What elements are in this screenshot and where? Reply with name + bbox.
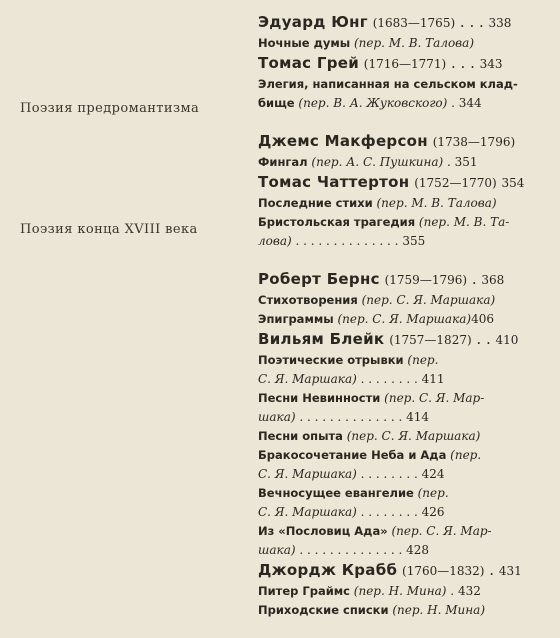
- section-label-late-18th-century: Поэзия конца XVIII века: [20, 222, 198, 237]
- leader-dots: . . . . . . . .: [356, 505, 422, 519]
- toc-work-entry: [258, 370, 538, 389]
- toc-work-entry: [258, 408, 538, 427]
- page-number: 414: [406, 410, 430, 424]
- toc-work-entry: [258, 194, 538, 213]
- work-title: Стихотворения: [258, 293, 358, 307]
- work-title: Поэтические отрывки: [258, 353, 404, 367]
- toc-work-entry: [258, 310, 538, 329]
- work-title: Фингал: [258, 155, 308, 169]
- toc-work-entry: [258, 541, 538, 560]
- work-title: бище: [258, 96, 295, 110]
- toc-group: [258, 12, 538, 113]
- leader-dots: . .: [471, 330, 496, 348]
- translator: (пер.: [403, 353, 439, 367]
- work-title: Из «Пословиц Ада»: [258, 524, 388, 538]
- toc-author-entry: [258, 172, 538, 194]
- leader-dots: .: [467, 270, 482, 288]
- page-number: 426: [421, 505, 445, 519]
- toc-author-entry: [258, 269, 538, 291]
- translator: (пер. В. А. Жуковского): [294, 96, 448, 110]
- toc-work-entry: [258, 351, 538, 370]
- author-name: Вильям Блейк: [258, 330, 385, 348]
- work-title: Бристольская трагедия: [258, 215, 416, 229]
- work-title: Элегия, написанная на сельском клад-: [258, 77, 518, 91]
- leader-dots: .: [484, 561, 499, 579]
- translator: (пер. М. В. Талова): [350, 36, 474, 50]
- toc-work-entry: [258, 94, 538, 113]
- leader-dots: . . . . . . . . . . . . . .: [295, 543, 407, 557]
- leader-dots: . . .: [455, 13, 489, 31]
- toc-work-entry: [258, 601, 538, 620]
- author-years: (1759—1796): [384, 273, 468, 287]
- toc-work-entry: [258, 389, 538, 408]
- toc-work-entry: [258, 446, 538, 465]
- translator: шака): [258, 410, 296, 424]
- page-number: 344: [458, 96, 482, 110]
- translator: (пер. А. С. Пушкина): [307, 155, 444, 169]
- author-name: Роберт Бернс: [258, 270, 380, 288]
- translator: (пер. С. Я. Маршака): [333, 312, 472, 326]
- table-of-contents: [258, 12, 538, 638]
- author-years: (1757—1827): [389, 333, 472, 347]
- toc-group: [258, 269, 538, 620]
- translator: (пер. С. Я. Маршака): [357, 293, 496, 307]
- page-number: 428: [406, 543, 430, 557]
- toc-author-entry: [258, 329, 538, 351]
- author-years: (1683—1765): [372, 16, 456, 30]
- toc-author-entry: [258, 53, 538, 75]
- leader-dots: . . . . . . . . . . . . . .: [295, 410, 407, 424]
- translator: (пер.: [446, 448, 482, 462]
- page-number: 432: [457, 584, 481, 598]
- work-title: Эпиграммы: [258, 312, 334, 326]
- toc-work-entry: [258, 484, 538, 503]
- page-number: 355: [402, 234, 426, 248]
- toc-work-entry: [258, 75, 538, 94]
- translator: (пер. Н. Мина): [388, 603, 486, 617]
- toc-work-entry: [258, 291, 538, 310]
- toc-group: [258, 131, 538, 251]
- leader-dots: .: [447, 96, 459, 110]
- leader-dots: . . . . . . . . . . . . . .: [291, 234, 403, 248]
- toc-work-entry: [258, 503, 538, 522]
- work-title: Питер Граймс: [258, 584, 350, 598]
- toc-author-entry: [258, 12, 538, 34]
- translator: (пер. М. В. Та-: [415, 215, 510, 229]
- leader-dots: .: [443, 155, 455, 169]
- page-number: 351: [454, 155, 478, 169]
- leader-dots: . . . . . . . .: [356, 467, 422, 481]
- page-number: 368: [481, 273, 505, 287]
- translator: лова): [258, 234, 292, 248]
- author-years: (1738—1796): [432, 135, 516, 149]
- leader-dots: . . .: [446, 54, 480, 72]
- author-name: Томас Грей: [258, 54, 360, 72]
- toc-work-entry: [258, 522, 538, 541]
- page-number: 431: [498, 564, 522, 578]
- author-years: (1752—1770): [414, 176, 497, 190]
- translator: (пер.: [413, 486, 449, 500]
- work-title: Вечносущее евангелие: [258, 486, 414, 500]
- toc-work-entry: [258, 232, 538, 251]
- toc-work-entry: [258, 465, 538, 484]
- translator: (пер. С. Я. Мар-: [380, 391, 485, 405]
- translator: С. Я. Маршака): [258, 467, 357, 481]
- translator: (пер. С. Я. Мар-: [387, 524, 492, 538]
- work-title: Последние стихи: [258, 196, 373, 210]
- author-name: Джордж Крабб: [258, 561, 398, 579]
- translator: С. Я. Маршака): [258, 505, 357, 519]
- toc-work-entry: [258, 582, 538, 601]
- author-years: (1760—1832): [402, 564, 485, 578]
- toc-work-entry: [258, 153, 538, 172]
- toc-author-entry: [258, 560, 538, 582]
- translator: (пер. Н. Мина): [349, 584, 447, 598]
- author-name: Джемс Макферсон: [258, 132, 428, 150]
- page-number: 406: [471, 312, 494, 326]
- page-number: 343: [479, 57, 503, 71]
- translator: С. Я. Маршака): [258, 372, 357, 386]
- leader-dots: . . . . . . . .: [356, 372, 422, 386]
- toc-work-entry: [258, 427, 538, 446]
- page-number: 424: [421, 467, 445, 481]
- leader-dots: .: [446, 584, 458, 598]
- work-title: Песни Невинности: [258, 391, 381, 405]
- page-number: 354: [501, 176, 525, 190]
- page-number: 411: [421, 372, 445, 386]
- page-number: 338: [488, 16, 512, 30]
- work-title: Ночные думы: [258, 36, 351, 50]
- author-name: Эдуард Юнг: [258, 13, 368, 31]
- toc-work-entry: [258, 34, 538, 53]
- section-label-preromanticism: Поэзия предромантизма: [20, 101, 200, 116]
- toc-work-entry: [258, 213, 538, 232]
- page-number: 410: [495, 333, 519, 347]
- translator: (пер. С. Я. Маршака): [342, 429, 481, 443]
- toc-author-entry: [258, 131, 538, 153]
- work-title: Приходские списки: [258, 603, 389, 617]
- translator: (пер. М. В. Талова): [372, 196, 497, 210]
- translator: шака): [258, 543, 296, 557]
- author-years: (1716—1771): [363, 57, 447, 71]
- work-title: Бракосочетание Неба и Ада: [258, 448, 447, 462]
- work-title: Песни опыта: [258, 429, 343, 443]
- author-name: Томас Чаттертон: [258, 173, 410, 191]
